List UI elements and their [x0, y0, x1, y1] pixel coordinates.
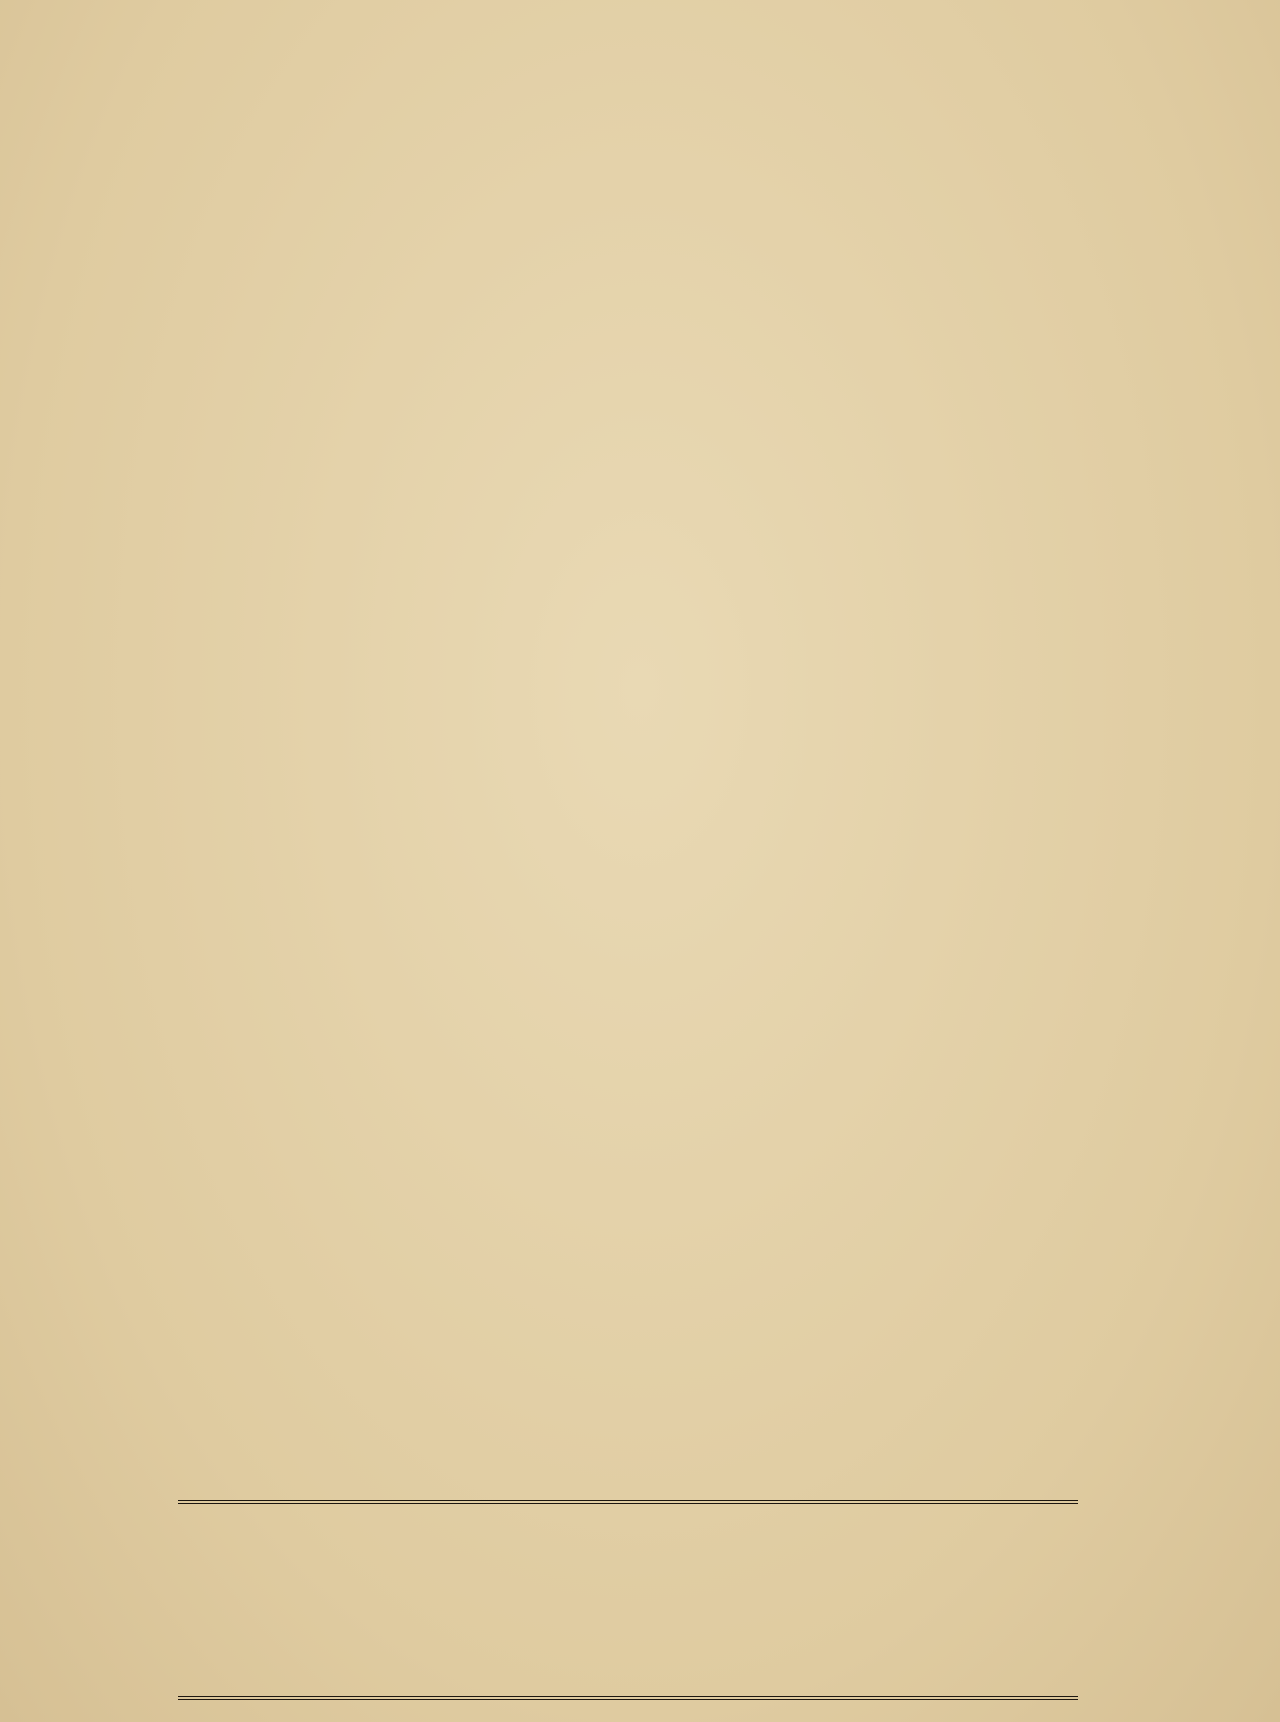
statement-left: [190, 1514, 610, 1520]
the-end-block: [668, 1452, 1242, 1468]
story-page: [48, 146, 1242, 1706]
ownership-statement: [178, 1500, 1078, 1700]
